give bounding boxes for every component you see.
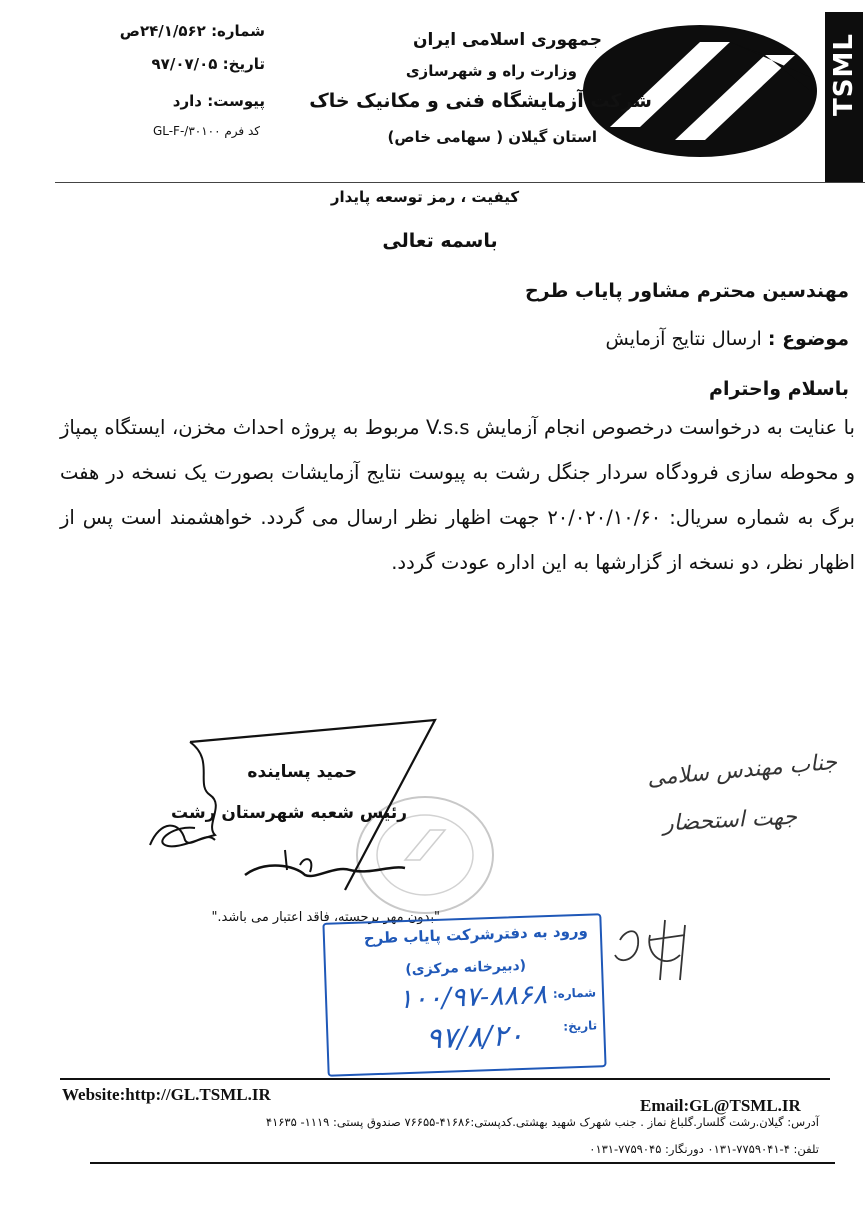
letter-attachment-label: پیوست:	[207, 92, 265, 110]
subject-value: ارسال نتایج آزمایش	[605, 328, 762, 350]
form-code	[60, 124, 260, 138]
stamp-title: ورود به دفترشرکت پایاب طرح	[363, 921, 589, 948]
logo-text: TSML	[829, 33, 859, 116]
signatory-name: حمید پساینده	[247, 762, 357, 782]
letter-attachment-value: دارد	[172, 92, 202, 110]
letter-number-value: ۲۴/۱/۵۶۲ص	[119, 22, 206, 40]
letter-attachment	[95, 92, 265, 110]
email-link[interactable]: Email:GL@TSML.IR	[640, 1096, 801, 1115]
received-stamp	[322, 913, 606, 1077]
letter-body: با عنایت به درخواست درخصوص انجام آزمایش V.s.s مربوط به پروژه احداث مخزن، ایستگاه پمپاژ و محوطه سازی فرودگاه سردار جنگل رشت به پیوست نتایج آزمایشات بصورت یک نسخه در هفت برگ به شماره سریال: ۲۰/۰۲۰/۱۰/۶۰ جهت اظهار نظر ارسال می گردد. خواهشمند است پس از اظهار نظر، دو نسخه از گزارشها به این اداره عودت گردد.	[60, 416, 855, 574]
form-code-value: GL-F-/۳۰۱۰۰	[152, 124, 221, 138]
signature	[135, 700, 495, 900]
signatory-title: رئیس شعبه شهرستان رشت	[170, 803, 407, 823]
addressee: مهندسین محترم مشاور پایاب طرح	[524, 280, 849, 302]
republic-title: جمهوری اسلامی ایران	[412, 30, 602, 50]
footer-phone: تلفن: ۴-۷۷۵۹۰۴۱-۰۱۳۱ دورنگار: ۷۷۵۹۰۴۵-۰۱۳۱	[589, 1142, 819, 1156]
letter-number	[95, 22, 265, 40]
footer-divider-top	[60, 1078, 830, 1080]
stamp-subtitle: (دبیرخانه مرکزی)	[405, 957, 527, 979]
handwritten-note-line1: جناب مهندس سلامی	[645, 749, 838, 792]
ministry-title: وزارت راه و شهرسازی	[405, 62, 577, 80]
emboss-notice: "بدون مهر برجسته، فاقد اعتبار می باشد."	[211, 910, 440, 925]
letter-date-label: تاریخ:	[222, 55, 265, 73]
website-link[interactable]: Website:http://GL.TSML.IR	[62, 1085, 271, 1104]
letter-number-label: شماره:	[211, 22, 265, 40]
stamp-date-value: ۹۷/۸/۲۰	[425, 1017, 525, 1056]
handwritten-note-line2: جهت استحضار	[662, 804, 798, 837]
stamp-number-value: ۱۰۰/۹۷-۸۸۶۸	[397, 979, 548, 1016]
form-code-label: کد فرم	[224, 124, 260, 138]
header-divider	[55, 182, 865, 183]
letter-date-value: ۹۷/۰۷/۰۵	[151, 55, 218, 73]
footer-divider-bottom	[90, 1162, 835, 1164]
motto: کیفیت ، رمز توسعه پایدار	[330, 188, 520, 206]
stamp-date-label: تاریخ:	[563, 1018, 598, 1034]
basmala: باسمه تعالی	[382, 230, 498, 252]
footer-address: آدرس: گیلان.رشت گلسار.گلباغ نماز . جنب شهرک شهید بهشتی.کدپستی:۴۱۶۸۶-۷۶۶۵۵ صندوق پستی: ۱۱۱۹- ۴۱۶۳۵	[265, 1115, 819, 1129]
subject-line	[605, 328, 849, 350]
letter-date	[95, 55, 265, 73]
greeting: باسلام واحترام	[709, 378, 849, 400]
subject-label: موضوع :	[767, 328, 849, 350]
province-name: استان گیلان ( سهامی خاص)	[387, 128, 597, 146]
stamp-number-label: شماره:	[552, 985, 597, 1001]
company-name: شرکت آزمایشگاه فنی و مکانیک خاک	[309, 90, 652, 112]
